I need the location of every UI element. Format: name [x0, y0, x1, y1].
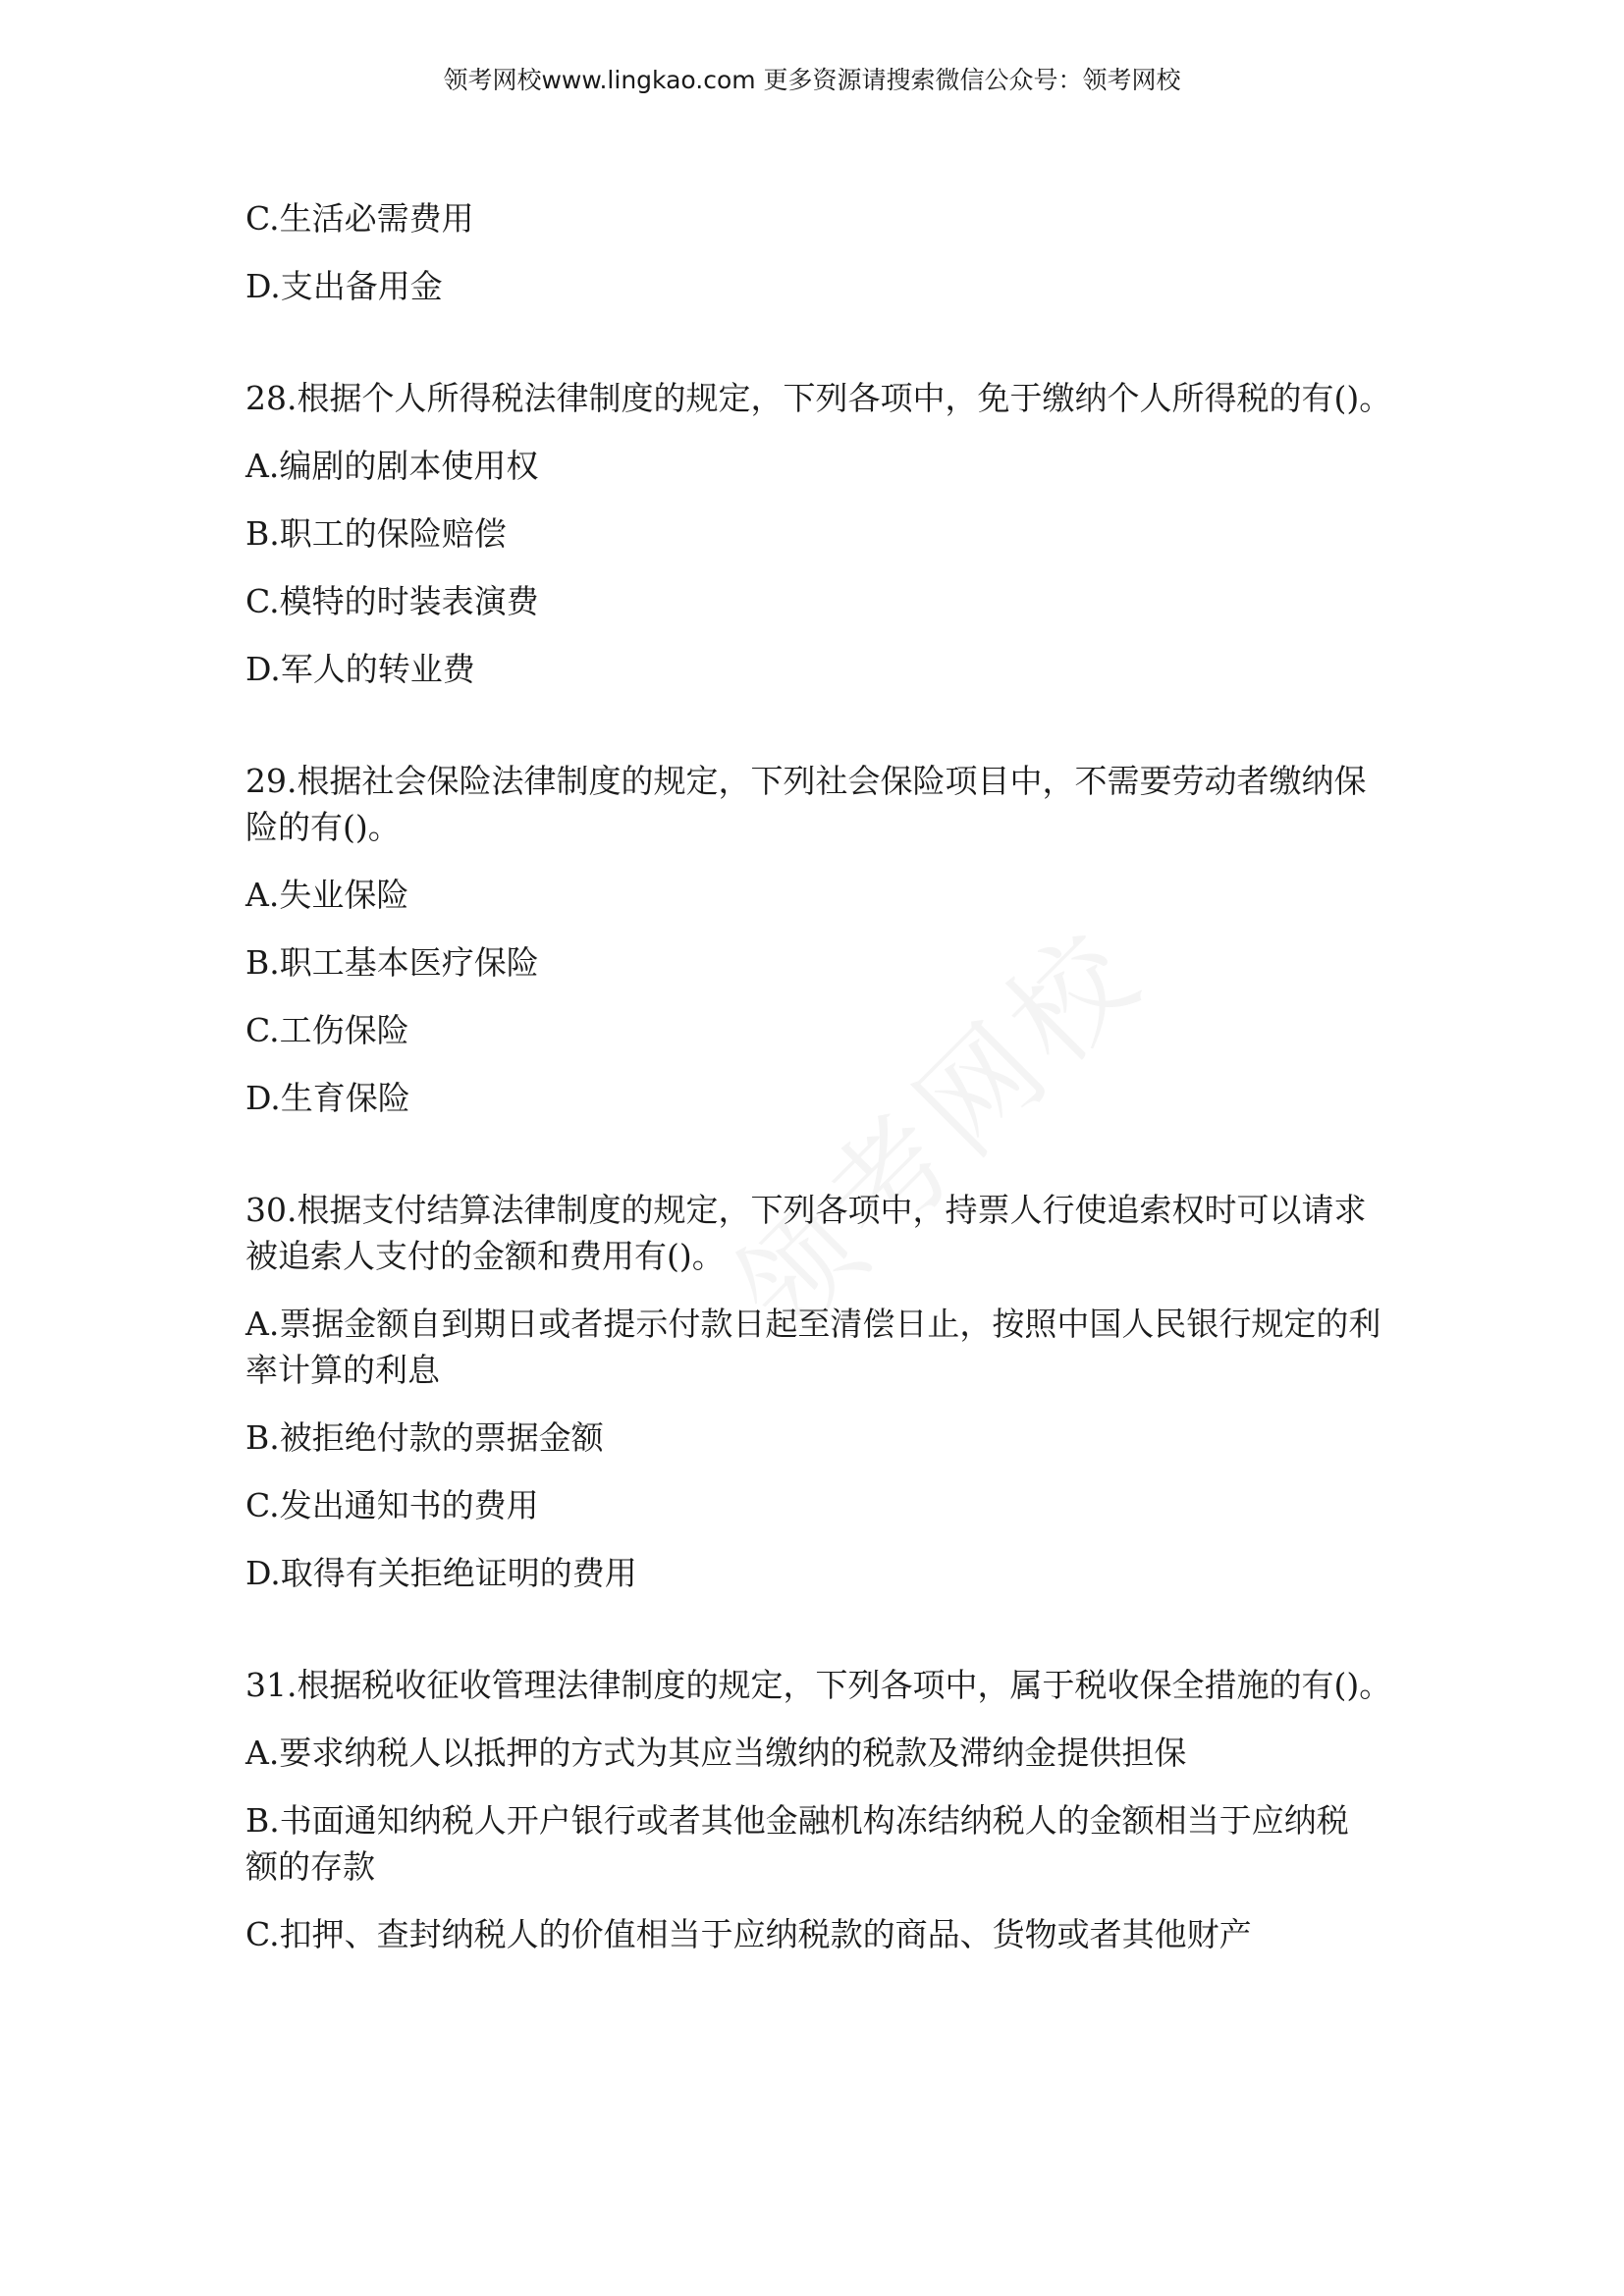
option-d: D.生育保险 — [245, 1079, 410, 1117]
option-d: D.支出备用金 — [245, 267, 443, 305]
option-d: D.取得有关拒绝证明的费用 — [245, 1554, 637, 1592]
option-b-line-2: 额的存款 — [245, 1847, 375, 1886]
option-c: C.工伤保险 — [245, 1011, 409, 1049]
option-c: C.生活必需费用 — [245, 199, 474, 238]
option-c: C.扣押、查封纳税人的价值相当于应纳税款的商品、货物或者其他财产 — [245, 1915, 1252, 1953]
option-a: A.失业保险 — [245, 876, 409, 914]
page-header — [0, 61, 1624, 100]
question-stem: 28.根据个人所得税法律制度的规定，下列各项中，免于缴纳个人所得税的有()。 — [245, 379, 1392, 417]
question-stem-line-1: 29.根据社会保险法律制度的规定，下列社会保险项目中，不需要劳动者缴纳保 — [245, 762, 1367, 800]
option-b: B.职工的保险赔偿 — [245, 514, 507, 553]
option-b: B.被拒绝付款的票据金额 — [245, 1418, 604, 1457]
question-stem-line-2: 险的有()。 — [245, 808, 401, 846]
option-a-line-2: 率计算的利息 — [245, 1351, 440, 1389]
prev-question-options — [245, 196, 1404, 308]
question-stem-line-1: 30.根据支付结算法律制度的规定，下列各项中，持票人行使追索权时可以请求 — [245, 1191, 1367, 1229]
option-a-line-1: A.票据金额自到期日或者提示付款日起至清偿日止，按照中国人民银行规定的利 — [245, 1305, 1381, 1343]
question-stem-line-2: 被追索人支付的金额和费用有()。 — [245, 1237, 725, 1275]
question-31 — [245, 1663, 1404, 1956]
option-a: A.要求纳税人以抵押的方式为其应当缴纳的税款及滞纳金提供担保 — [245, 1734, 1187, 1772]
question-28 — [245, 376, 1404, 691]
option-b: B.职工基本医疗保险 — [245, 943, 539, 982]
document-body — [245, 196, 1404, 1956]
option-d: D.军人的转业费 — [245, 650, 475, 688]
header-text: 领考网校www.lingkao.com 更多资源请搜索微信公众号：领考网校 — [443, 66, 1181, 94]
question-29 — [245, 759, 1404, 1120]
question-stem: 31.根据税收征收管理法律制度的规定，下列各项中，属于税收保全措施的有()。 — [245, 1666, 1392, 1704]
option-c: C.发出通知书的费用 — [245, 1486, 539, 1524]
option-b-line-1: B.书面通知纳税人开户银行或者其他金融机构冻结纳税人的金额相当于应纳税 — [245, 1801, 1349, 1840]
option-c: C.模特的时装表演费 — [245, 582, 539, 620]
question-30 — [245, 1188, 1404, 1595]
option-a: A.编剧的剧本使用权 — [245, 447, 539, 485]
